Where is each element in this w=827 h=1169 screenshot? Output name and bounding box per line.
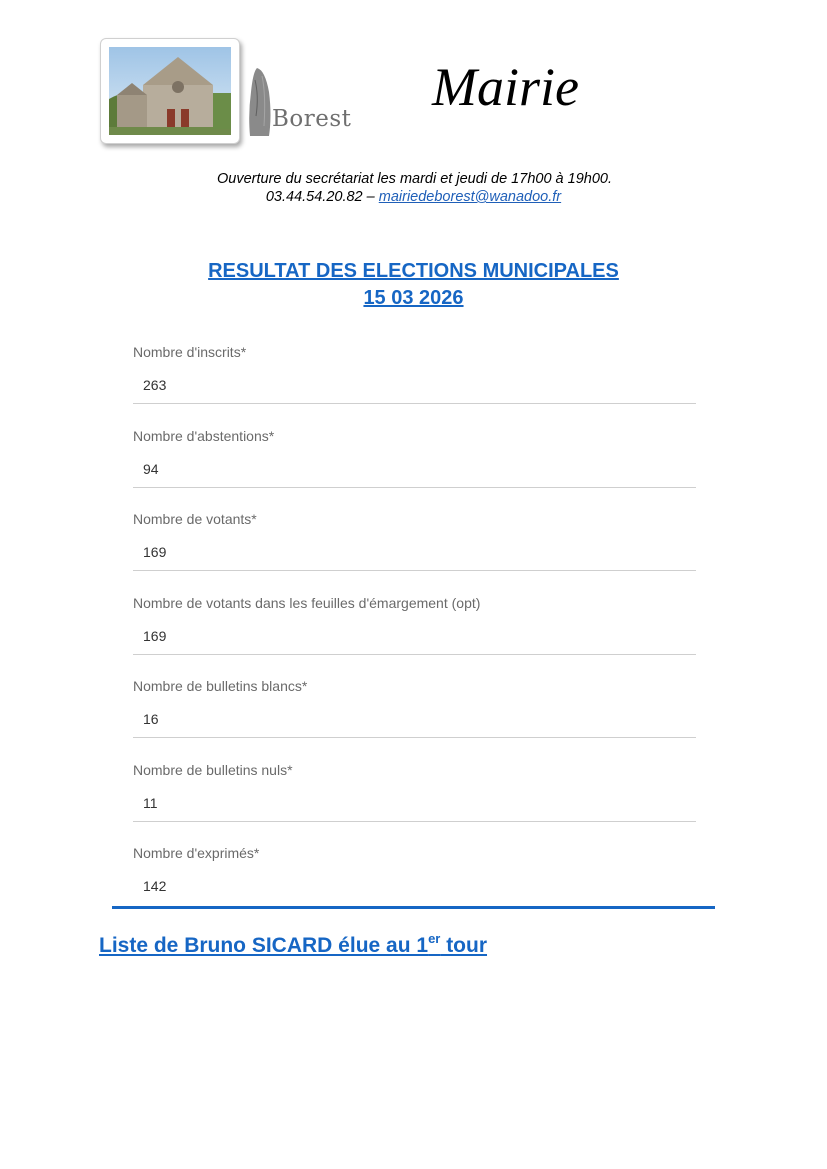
field-label: Nombre de votants dans les feuilles d'émargement (opt) — [133, 594, 481, 611]
church-photo — [100, 38, 240, 144]
contact-info — [0, 170, 827, 206]
outcome-text-end: tour — [440, 934, 488, 957]
field-value[interactable]: 11 — [143, 794, 158, 811]
page-title: Mairie — [432, 57, 579, 117]
results-form — [133, 344, 696, 929]
election-outcome — [99, 931, 488, 958]
field-underline — [133, 403, 696, 404]
menhir-icon — [247, 66, 273, 138]
results-title-date: 15 03 2026 — [363, 287, 464, 309]
field-bulletins-nuls — [133, 762, 696, 846]
field-value[interactable]: 16 — [143, 711, 159, 727]
outcome-text: Liste de Bruno SICARD élue au 1 — [99, 934, 429, 957]
field-value[interactable]: 263 — [143, 377, 167, 393]
results-heading — [0, 258, 827, 312]
field-label: Nombre d'abstentions* — [133, 427, 275, 444]
field-label: Nombre d'exprimés* — [133, 845, 260, 861]
field-label: Nombre de bulletins nuls* — [133, 761, 293, 778]
outcome-superscript: er — [428, 931, 441, 946]
field-exprimes — [133, 845, 696, 929]
field-votants-emargement — [133, 595, 696, 679]
results-title-line1: RESULTAT DES ELECTIONS MUNICIPALES — [208, 260, 619, 282]
email-link[interactable]: mairiedeborest@wanadoo.fr — [378, 189, 562, 205]
field-underline — [133, 487, 696, 488]
field-label: Nombre de votants* — [133, 511, 257, 527]
field-abstentions — [133, 428, 696, 512]
field-inscrits — [133, 344, 696, 428]
field-bulletins-blancs — [133, 678, 696, 762]
field-label: Nombre d'inscrits* — [133, 344, 247, 360]
field-votants — [133, 511, 696, 595]
blue-divider — [112, 906, 715, 909]
contact-line — [0, 188, 827, 206]
field-label: Nombre de bulletins blancs* — [133, 678, 308, 694]
field-value[interactable]: 169 — [143, 627, 167, 644]
opening-hours: Ouverture du secrétariat les mardi et jeudi de 17h00 à 19h00. — [217, 171, 612, 187]
phone-number: 03.44.54.20.82 – — [265, 189, 375, 205]
field-value[interactable]: 94 — [143, 460, 159, 477]
field-value[interactable]: 142 — [143, 878, 167, 894]
field-underline — [133, 821, 696, 822]
field-underline — [133, 654, 696, 655]
field-underline — [133, 737, 696, 738]
field-underline — [133, 570, 696, 571]
church-image — [109, 47, 231, 135]
logo-text: Borest — [272, 106, 352, 132]
field-value[interactable]: 169 — [143, 544, 167, 560]
